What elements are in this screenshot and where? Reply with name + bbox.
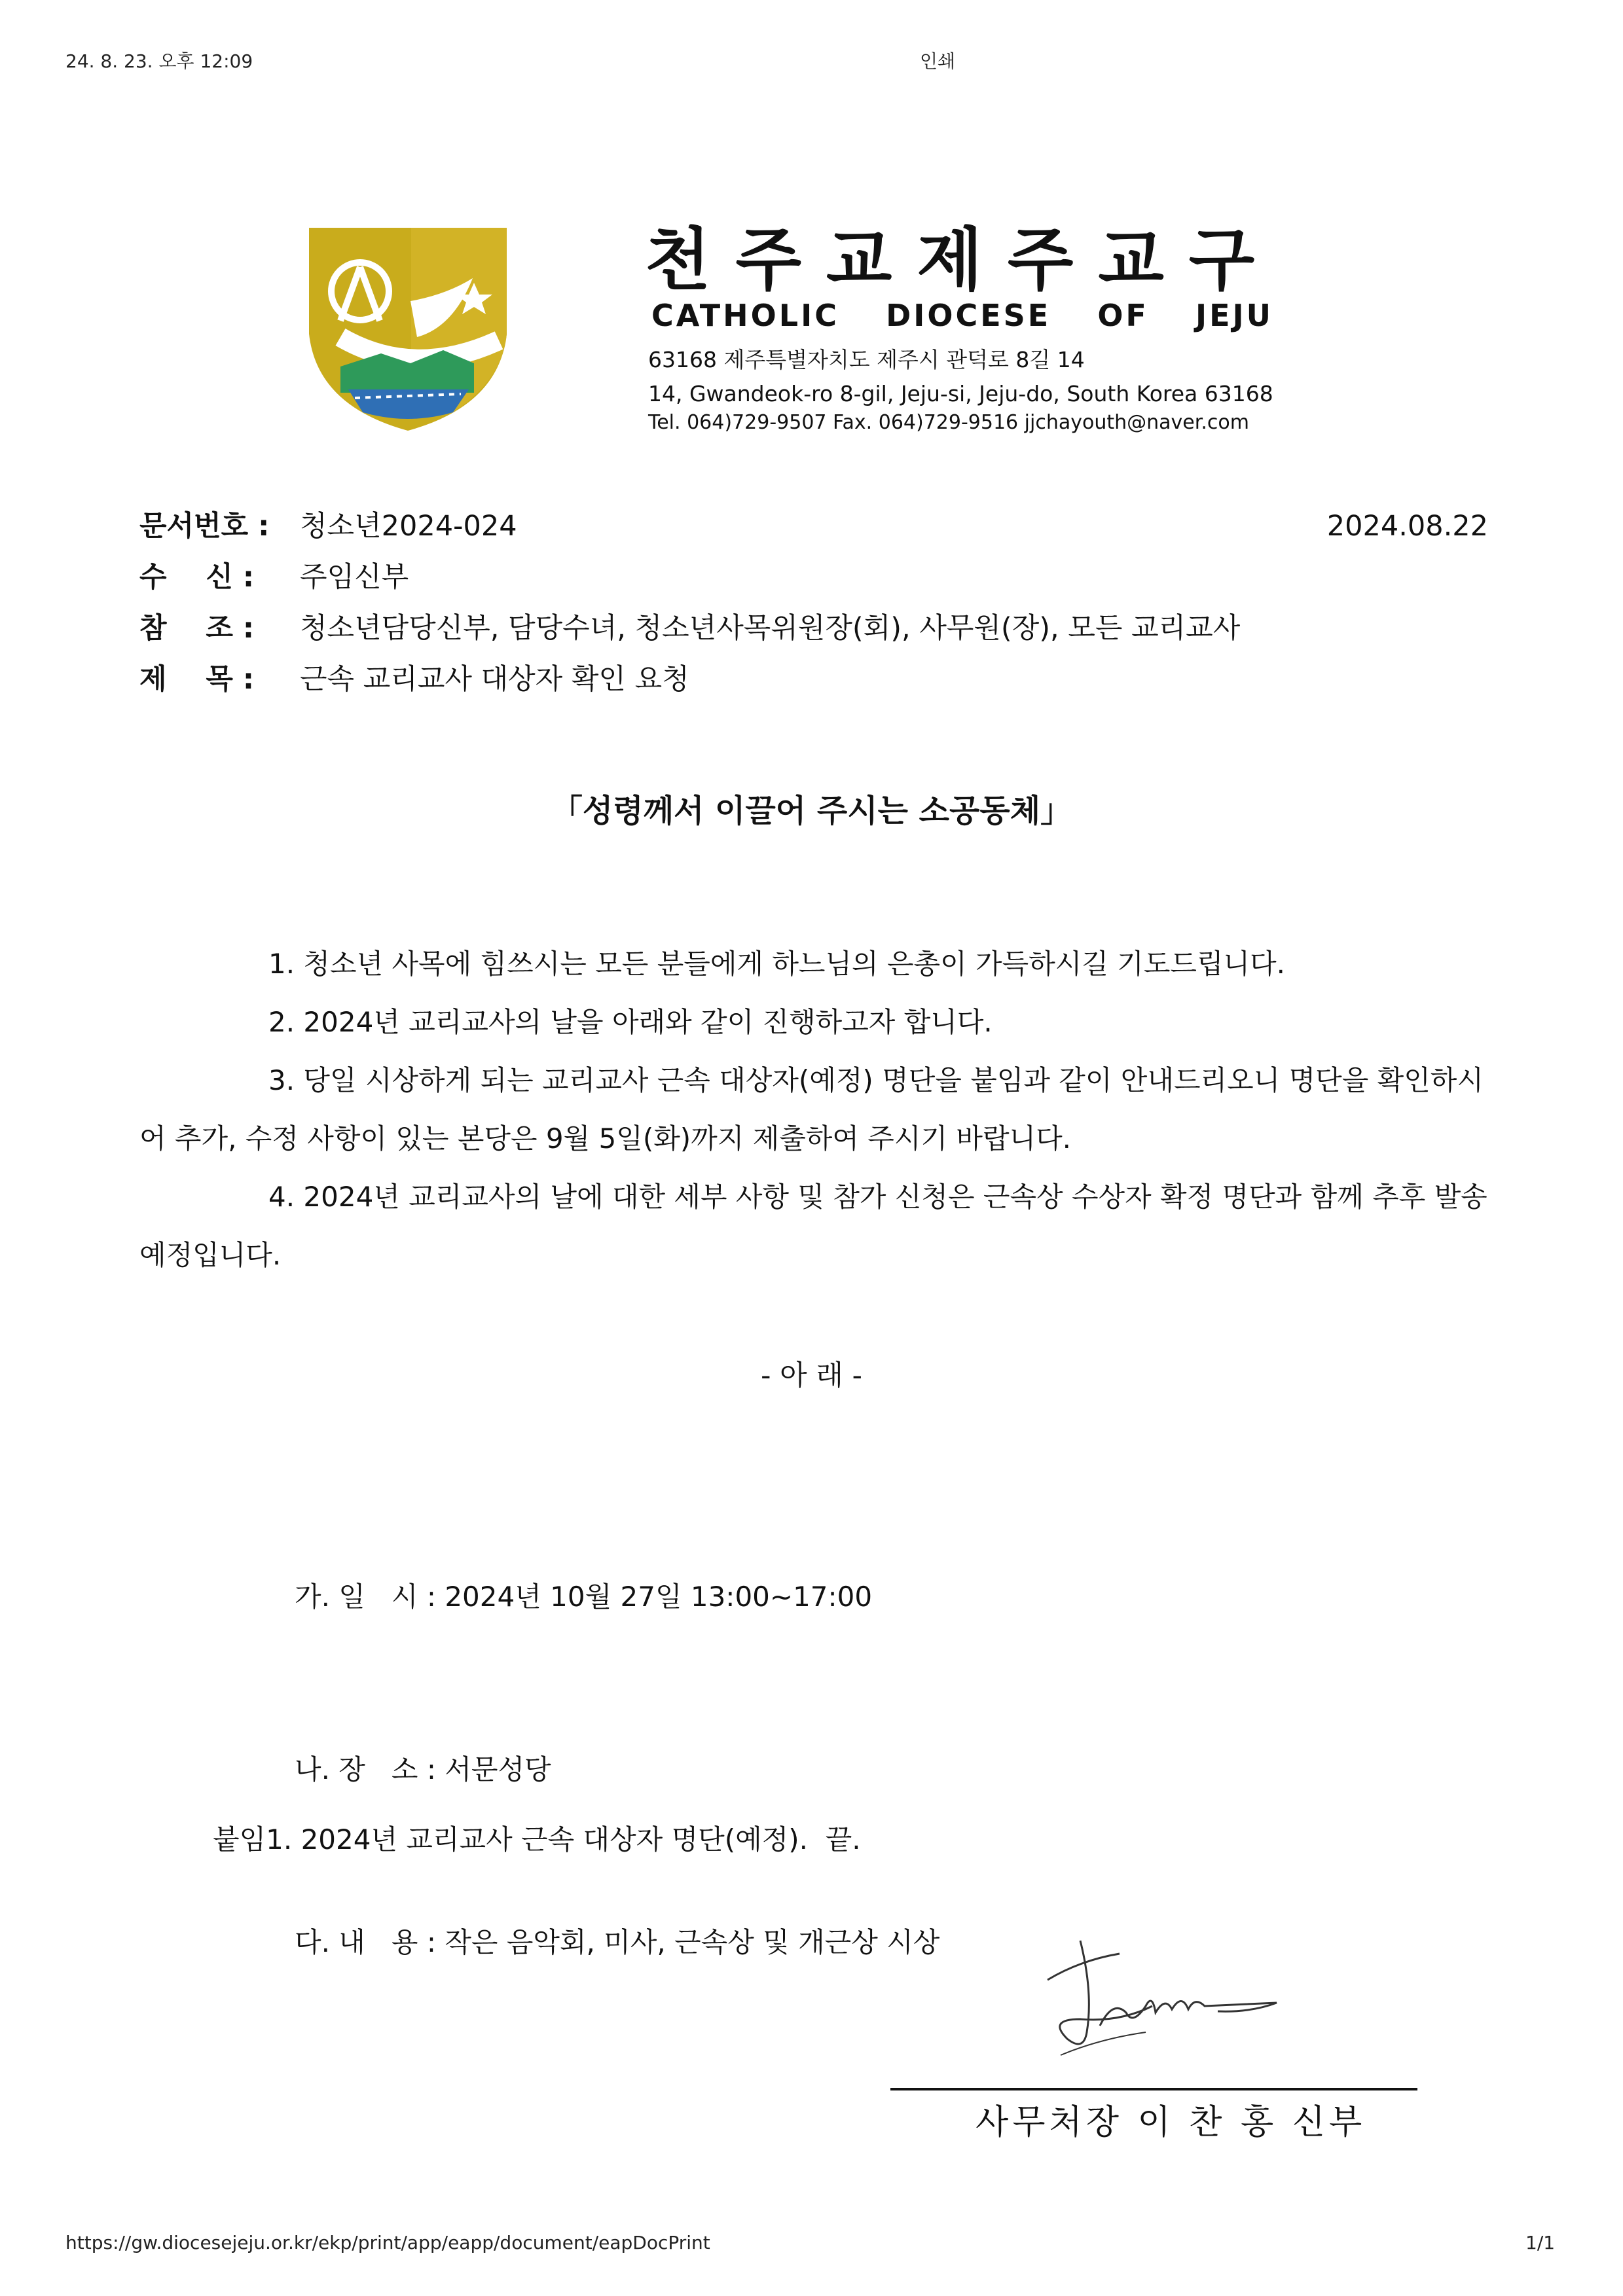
below-heading: - 아 래 - — [760, 1359, 863, 1392]
reference-row — [139, 606, 1488, 657]
address-english: 14, Gwandeok-ro 8-gil, Jeju-si, Jeju-do, South Korea 63168 — [648, 381, 1273, 406]
footer-url: https://gw.diocesejeju.or.kr/ekp/print/app/eapp/document/eapDocPrint — [65, 2232, 710, 2253]
footer-page: 1/1 — [1525, 2232, 1556, 2253]
attachment-note: 붙임1. 2024년 교리교사 근속 대상자 명단(예정). 끝. — [213, 1823, 861, 1856]
diocese-logo — [302, 223, 513, 433]
org-en-word: CATHOLIC — [651, 298, 839, 333]
signature — [1041, 1928, 1303, 2085]
paragraph: 3. 당일 시상하게 되는 교리교사 근속 대상자(예정) 명단을 붙임과 같이 안내드리오니 명단을 확인하시어 추가, 수정 사항이 있는 본당은 9월 5일(화)까지 제출하여 주시기 바랍니다. — [139, 1064, 1484, 1155]
subject-row — [139, 657, 1488, 708]
doc-number-row — [139, 504, 1488, 555]
recipient-row — [139, 555, 1488, 606]
org-name-korean: 천주교제주교구 — [645, 220, 1280, 300]
paragraph: 1. 청소년 사목에 힘쓰시는 모든 분들에게 하느님의 은총이 가득하시길 기도드립니다. — [268, 948, 1286, 980]
subject-value: 근속 교리교사 대상자 확인 요청 — [300, 663, 689, 696]
address-korean: 63168 제주특별자치도 제주시 관덕로 8길 14 — [648, 347, 1085, 372]
body-paragraphs — [139, 935, 1490, 1284]
org-en-word: DIOCESE — [886, 298, 1051, 333]
detail-place: 나. 장 소 : 서문성당 — [295, 1753, 551, 1785]
detail-content: 다. 내 용 : 작은 음악회, 미사, 근속상 및 개근상 시상 — [295, 1926, 940, 1958]
paragraph: 2. 2024년 교리교사의 날을 아래와 같이 진행하고자 합니다. — [268, 1006, 993, 1038]
doc-number-value: 청소년2024-024 — [300, 510, 517, 543]
doc-date: 2024.08.22 — [1326, 510, 1488, 543]
contact-info: Tel. 064)729-9507 Fax. 064)729-9516 jjchayouth@naver.com — [648, 411, 1249, 434]
reference-value: 청소년담당신부, 담당수녀, 청소년사목위원장(회), 사무원(장), 모든 교리교사 — [300, 612, 1241, 645]
print-title: 인쇄 — [920, 50, 956, 72]
print-datetime: 24. 8. 23. 오후 12:09 — [65, 50, 253, 72]
recipient-value: 주임신부 — [300, 561, 409, 594]
reference-label: 참 조 : — [139, 612, 255, 645]
org-en-word: JEJU — [1195, 298, 1273, 333]
event-details — [295, 1453, 939, 2029]
paragraph: 4. 2024년 교리교사의 날에 대한 세부 사항 및 참가 신청은 근속상 수상자 확정 명단과 함께 추후 발송 예정입니다. — [139, 1181, 1487, 1271]
doc-number-label: 문서번호 : — [139, 510, 270, 543]
org-en-word: OF — [1097, 298, 1149, 333]
detail-date: 가. 일 시 : 2024년 10월 27일 13:00~17:00 — [295, 1581, 873, 1613]
signer-name: 사무처장 이 찬 홍 신부 — [976, 2103, 1366, 2142]
subject-label: 제 목 : — [139, 663, 255, 696]
recipient-label: 수 신 : — [139, 561, 255, 594]
slogan: 「성령께서 이끌어 주시는 소공동체」 — [551, 793, 1072, 829]
signature-line — [890, 2088, 1417, 2090]
org-name-english — [651, 298, 1273, 333]
document-meta — [139, 504, 1488, 708]
